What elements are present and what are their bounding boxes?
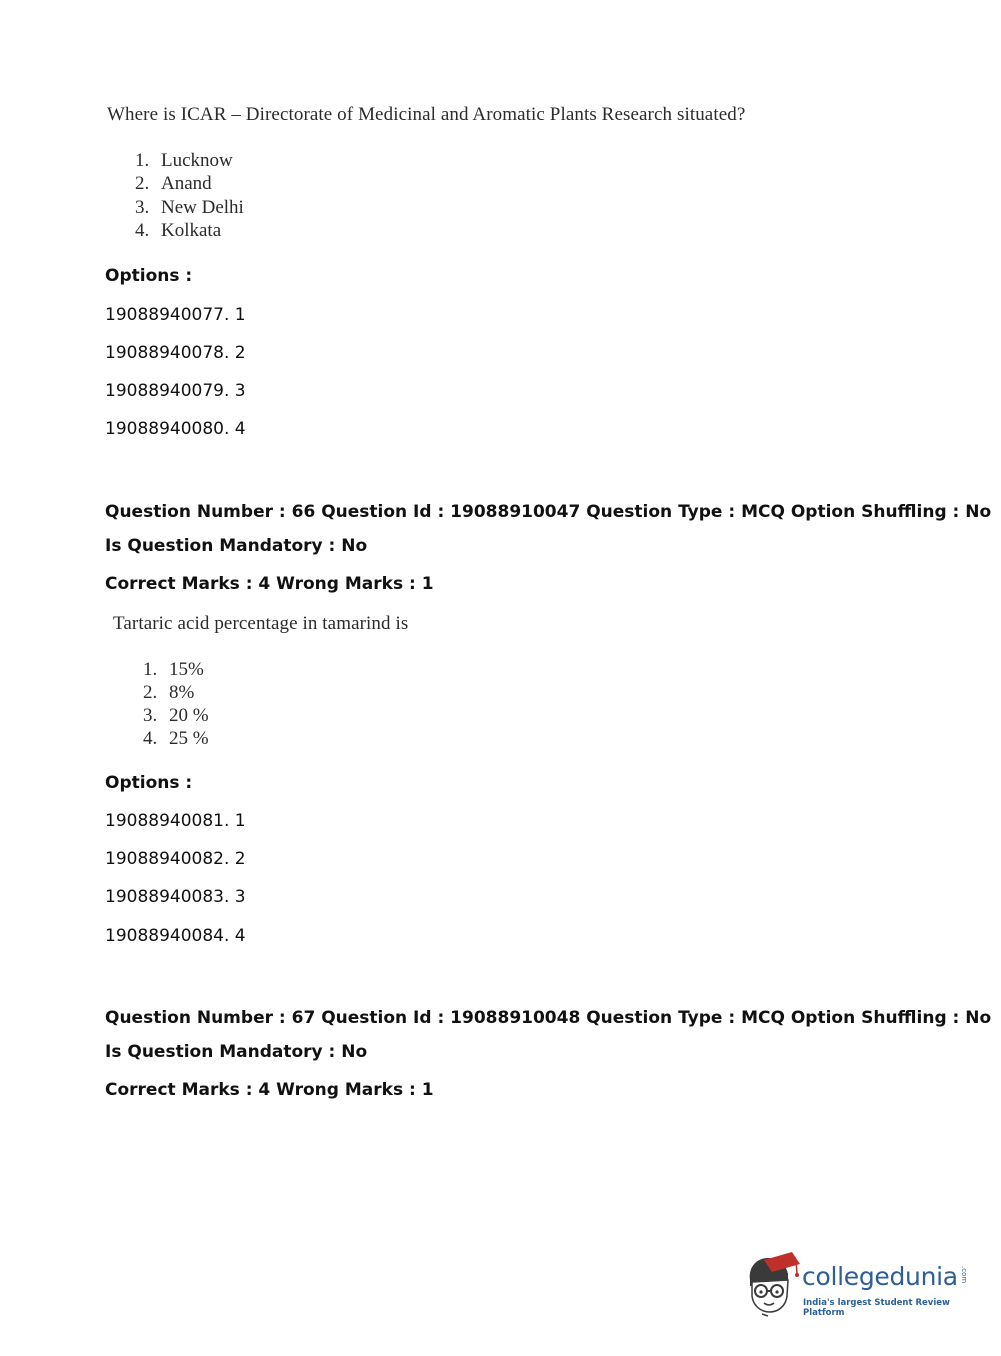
mandatory-line: Is Question Mandatory : No bbox=[105, 536, 368, 556]
logo-wordmark: collegedunia bbox=[802, 1262, 958, 1291]
option-id: 19088940083. 3 bbox=[105, 887, 246, 907]
question-text: Where is ICAR – Directorate of Medicinal and Aromatic Plants Research situated? bbox=[107, 104, 746, 125]
options-label: Options : bbox=[105, 266, 193, 286]
choice-item bbox=[143, 705, 209, 727]
marks-line: Correct Marks : 4 Wrong Marks : 1 bbox=[105, 574, 434, 594]
choice-text: New Delhi bbox=[161, 197, 244, 218]
choice-text: Kolkata bbox=[161, 220, 222, 241]
mandatory-line: Is Question Mandatory : No bbox=[105, 1042, 368, 1062]
logo-dotcom: .com bbox=[960, 1266, 968, 1284]
options-label: Options : bbox=[105, 773, 193, 793]
option-id: 19088940077. 1 bbox=[105, 305, 246, 325]
marks-line: Correct Marks : 4 Wrong Marks : 1 bbox=[105, 1080, 434, 1100]
choice-number: 3. bbox=[143, 705, 158, 726]
logo-tagline: India's largest Student Review Platform bbox=[803, 1298, 950, 1318]
option-id: 19088940079. 3 bbox=[105, 381, 246, 401]
choice-text: 8% bbox=[169, 682, 195, 703]
choice-item bbox=[143, 682, 194, 704]
choice-number: 4. bbox=[143, 728, 158, 749]
choice-item bbox=[143, 728, 209, 750]
choice-text: Anand bbox=[161, 173, 212, 194]
choice-number: 2. bbox=[143, 682, 158, 703]
choice-text: 20 % bbox=[169, 705, 209, 726]
choice-number: 1. bbox=[143, 659, 158, 680]
question-header: Question Number : 67 Question Id : 19088910048 Question Type : MCQ Option Shuffling : No bbox=[105, 1008, 992, 1028]
question-text: Tartaric acid percentage in tamarind is bbox=[113, 613, 409, 634]
option-id: 19088940084. 4 bbox=[105, 926, 246, 946]
choice-number: 1. bbox=[135, 150, 150, 171]
choice-item bbox=[135, 173, 212, 195]
choice-text: 15% bbox=[169, 659, 204, 680]
option-id: 19088940081. 1 bbox=[105, 811, 246, 831]
choice-number: 3. bbox=[135, 197, 150, 218]
collegedunia-logo bbox=[742, 1250, 972, 1320]
question-header: Question Number : 66 Question Id : 19088910047 Question Type : MCQ Option Shuffling : No bbox=[105, 502, 992, 522]
option-id: 19088940080. 4 bbox=[105, 419, 246, 439]
option-id: 19088940082. 2 bbox=[105, 849, 246, 869]
choice-item bbox=[143, 659, 204, 681]
option-id: 19088940078. 2 bbox=[105, 343, 246, 363]
choice-number: 2. bbox=[135, 173, 150, 194]
choice-item bbox=[135, 220, 221, 242]
student-mascot-icon bbox=[742, 1250, 800, 1318]
choice-item bbox=[135, 197, 244, 219]
choice-number: 4. bbox=[135, 220, 150, 241]
choice-item bbox=[135, 150, 233, 172]
choice-text: Lucknow bbox=[161, 150, 233, 171]
choice-text: 25 % bbox=[169, 728, 209, 749]
